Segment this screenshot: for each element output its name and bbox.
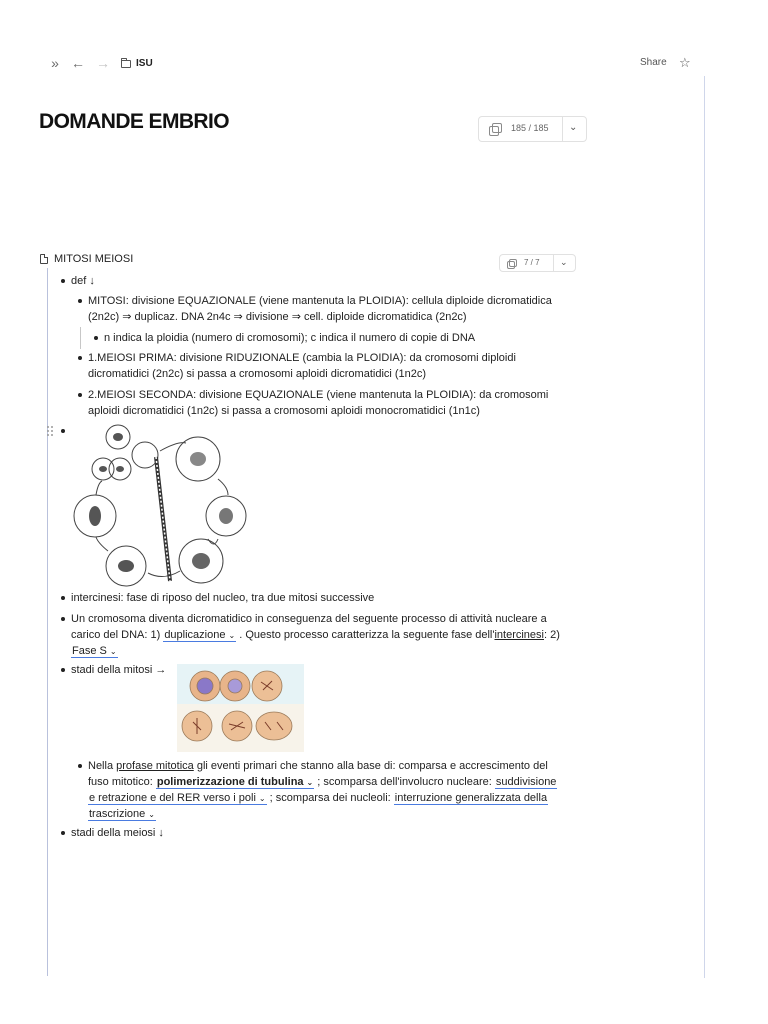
- chevron-down-icon: ⌄: [228, 631, 236, 640]
- page-title: DOMANDE EMBRIO: [39, 110, 229, 133]
- list-item-mitosi-line2: (2n2c) ⇒ duplicaz. DNA 2n4c ⇒ divisione ⇒ cell. diploide dicromatidica (2n2c): [88, 311, 467, 323]
- bullet: [78, 764, 82, 768]
- bullet: [78, 393, 82, 397]
- share-button[interactable]: Share: [640, 57, 667, 68]
- folder-icon: [121, 60, 131, 68]
- top-bar: [0, 52, 768, 74]
- chevron-down-icon: ⌄: [258, 794, 266, 803]
- answer-dropdown[interactable]: e retrazione e del RER verso i poli ⌄: [89, 792, 266, 804]
- chevron-down-icon: ⌄: [306, 778, 314, 787]
- forward-arrow-icon[interactable]: →: [96, 55, 110, 71]
- section-header[interactable]: [40, 253, 133, 265]
- bullet: [78, 356, 82, 360]
- nested-rail: [80, 327, 81, 349]
- question-line2: fuso mitotico: polimerizzazione di tubulina ⌄ ; scomparsa dell'involucro nucleare: suddivisione: [88, 776, 557, 788]
- question-line1: Un cromosoma diventa dicromatidico in conseguenza del seguente processo di attività nucleare a: [71, 613, 547, 625]
- page-icon: [40, 254, 48, 264]
- list-item-meiosi1-line1: 1.MEIOSI PRIMA: divisione RIDUZIONALE (cambia la PLOIDIA): da cromosomi diploidi: [88, 352, 516, 364]
- section-title: MITOSI MEIOSI: [54, 253, 134, 265]
- chevron-down-icon: ⌄: [148, 810, 155, 819]
- list-item-stadi-meiosi[interactable]: stadi della meiosi ↓: [71, 827, 164, 839]
- star-icon[interactable]: ☆: [679, 55, 691, 70]
- page-counter[interactable]: [478, 116, 587, 142]
- question-line3: [71, 643, 118, 660]
- bullet: [61, 279, 65, 283]
- page-counter-value: 185 / 185: [511, 123, 549, 133]
- chevron-down-icon: ⌄: [109, 647, 117, 656]
- right-rail: [704, 76, 705, 978]
- question-line4: [88, 806, 156, 823]
- answer-dropdown[interactable]: interruzione generalizzata della: [394, 792, 548, 804]
- bullet: [61, 596, 65, 600]
- answer-dropdown[interactable]: Fase S ⌄: [72, 645, 117, 657]
- breadcrumb[interactable]: [121, 52, 153, 74]
- bullet: [94, 336, 98, 340]
- answer-dropdown[interactable]: trascrizione ⌄: [89, 808, 155, 820]
- list-item-intercinesi: intercinesi: fase di riposo del nucleo, tra due mitosi successive: [71, 592, 375, 604]
- bullet: [61, 668, 65, 672]
- list-item-stadi-mitosi: stadi della mitosi →: [71, 664, 167, 676]
- section-counter[interactable]: [499, 254, 576, 272]
- outline-rail: [47, 268, 48, 976]
- back-arrow-icon[interactable]: ←: [71, 55, 85, 71]
- copy-icon[interactable]: [507, 259, 517, 269]
- bullet: [61, 831, 65, 835]
- answer-dropdown[interactable]: suddivisione: [495, 776, 557, 788]
- bullet: [78, 299, 82, 303]
- chevron-down-icon[interactable]: ⌄: [569, 122, 578, 133]
- breadcrumb-folder-label: ISU: [136, 57, 153, 69]
- list-item-nota: n indica la ploidia (numero di cromosomi); c indica il numero di copie di DNA: [104, 332, 476, 344]
- section-counter-value: 7 / 7: [524, 258, 540, 267]
- drag-handle-icon[interactable]: [47, 426, 53, 436]
- bullet: [61, 429, 65, 433]
- answer-dropdown[interactable]: polimerizzazione di tubulina ⌄: [156, 776, 314, 788]
- cell-cycle-image: [68, 421, 248, 587]
- expand-sidebar-icon[interactable]: »: [51, 55, 59, 71]
- chevron-down-icon[interactable]: ⌄: [560, 257, 568, 267]
- answer-dropdown[interactable]: duplicazione ⌄: [164, 629, 236, 641]
- list-item-meiosi1-line2: dicromatidici (2n2c) si passa a cromosomi aploidi dicromatidici (1n2c): [88, 368, 427, 380]
- question-line2: carico del DNA: 1) duplicazione ⌄ . Questo processo caratterizza la seguente fase dell'intercinesi: 2): [71, 629, 560, 641]
- bullet: [61, 617, 65, 621]
- question-line3: e retrazione e del RER verso i poli ⌄ ; scomparsa dei nucleoli: interruzione generalizzata della: [89, 792, 548, 804]
- question-line1: Nella profase mitotica gli eventi primari che stanno alla base di: comparsa e accrescimento del: [88, 760, 548, 772]
- mitosis-stages-image: [177, 664, 304, 752]
- list-item-meiosi2-line1: 2.MEIOSI SECONDA: divisione EQUAZIONALE (viene mantenuta la PLOIDIA): da cromosomi: [88, 389, 549, 401]
- list-item-meiosi2-line2: aploidi dicromatidici (1n2c) si passa a cromosomi aploidi monocromatidici (1n1c): [88, 405, 480, 417]
- list-item-def[interactable]: def ↓: [71, 275, 95, 287]
- list-item-mitosi-line1: MITOSI: divisione EQUAZIONALE (viene mantenuta la PLOIDIA): cellula diploide dicromatidica: [88, 295, 552, 307]
- copy-icon[interactable]: [489, 124, 501, 136]
